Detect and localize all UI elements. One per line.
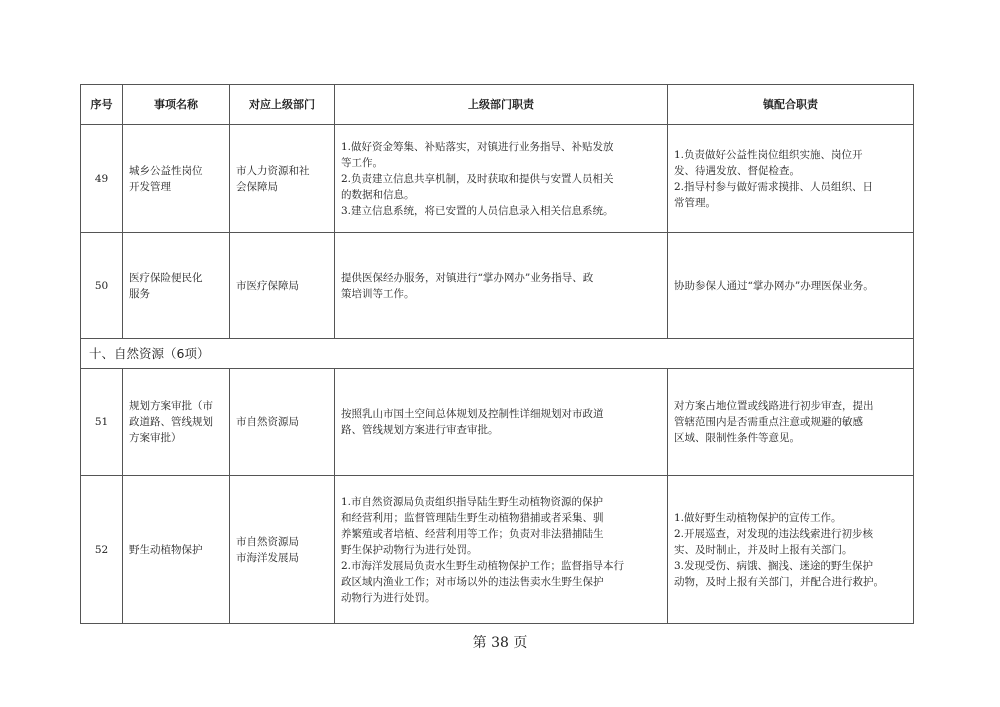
superior-duty: 提供医保经办服务，对镇进行“掌办网办”业务指导、政 策培训等工作。	[335, 233, 668, 339]
section-title: 十、自然资源（6项）	[81, 339, 914, 369]
row-num: 51	[81, 369, 123, 476]
dept-name: 市医疗保障局	[230, 233, 335, 339]
superior-duty: 1.市自然资源局负责组织指导陆生野生动植物资源的保护 和经营利用；监督管理陆生野生动植物猎捕或者采集、驯 养繁殖或者培植、经营利用等工作；负责对非法猎捕陆生 野生保护动物行为进行处罚。 2.市海洋发展局负责水生野生动植物保护工作；监督指导本行 政区域内渔业工作；对市场以外的违法售卖水生野生保护 动物行为进行处罚。	[335, 476, 668, 624]
header-duty: 上级部门职责	[335, 85, 668, 125]
header-dept: 对应上级部门	[230, 85, 335, 125]
table-row	[81, 476, 914, 624]
item-name: 野生动植物保护	[123, 476, 230, 624]
duty-table	[80, 84, 914, 624]
page-number: 第 38 页	[472, 635, 528, 651]
item-name: 城乡公益性岗位 开发管理	[123, 125, 230, 233]
item-name: 医疗保险便民化 服务	[123, 233, 230, 339]
superior-duty: 按照乳山市国土空间总体规划及控制性详细规划对市政道 路、管线规划方案进行审查审批。	[335, 369, 668, 476]
superior-duty: 1.做好资金筹集、补贴落实，对镇进行业务指导、补贴发放 等工作。 2.负责建立信息共享机制，及时获取和提供与安置人员相关 的数据和信息。 3.建立信息系统，将已安置的人员信息录入相关信息系统。	[335, 125, 668, 233]
dept-name: 市人力资源和社 会保障局	[230, 125, 335, 233]
dept-name: 市自然资源局 市海洋发展局	[230, 476, 335, 624]
header-town-duty: 镇配合职责	[668, 85, 914, 125]
town-duty: 对方案占地位置或线路进行初步审查，提出 管辖范围内是否需重点注意或规避的敏感 区域、限制性条件等意见。	[668, 369, 914, 476]
row-num: 50	[81, 233, 123, 339]
town-duty: 1.负责做好公益性岗位组织实施、岗位开 发、待遇发放、督促检查。 2.指导村参与做好需求摸排、人员组织、日 常管理。	[668, 125, 914, 233]
town-duty: 协助参保人通过“掌办网办”办理医保业务。	[668, 233, 914, 339]
header-item-name: 事项名称	[123, 85, 230, 125]
table-header-row	[81, 85, 914, 125]
table-row	[81, 233, 914, 339]
dept-name: 市自然资源局	[230, 369, 335, 476]
town-duty: 1.做好野生动植物保护的宣传工作。 2.开展巡查，对发现的违法线索进行初步核 实、及时制止，并及时上报有关部门。 3.发现受伤、病饿、搁浅、迷途的野生保护 动物，及时上报有关部门，并配合进行救护。	[668, 476, 914, 624]
row-num: 49	[81, 125, 123, 233]
table-row	[81, 369, 914, 476]
item-name: 规划方案审批（市 政道路、管线规划 方案审批）	[123, 369, 230, 476]
table-row	[81, 125, 914, 233]
section-row	[81, 339, 914, 369]
row-num: 52	[81, 476, 123, 624]
header-num: 序号	[81, 85, 123, 125]
